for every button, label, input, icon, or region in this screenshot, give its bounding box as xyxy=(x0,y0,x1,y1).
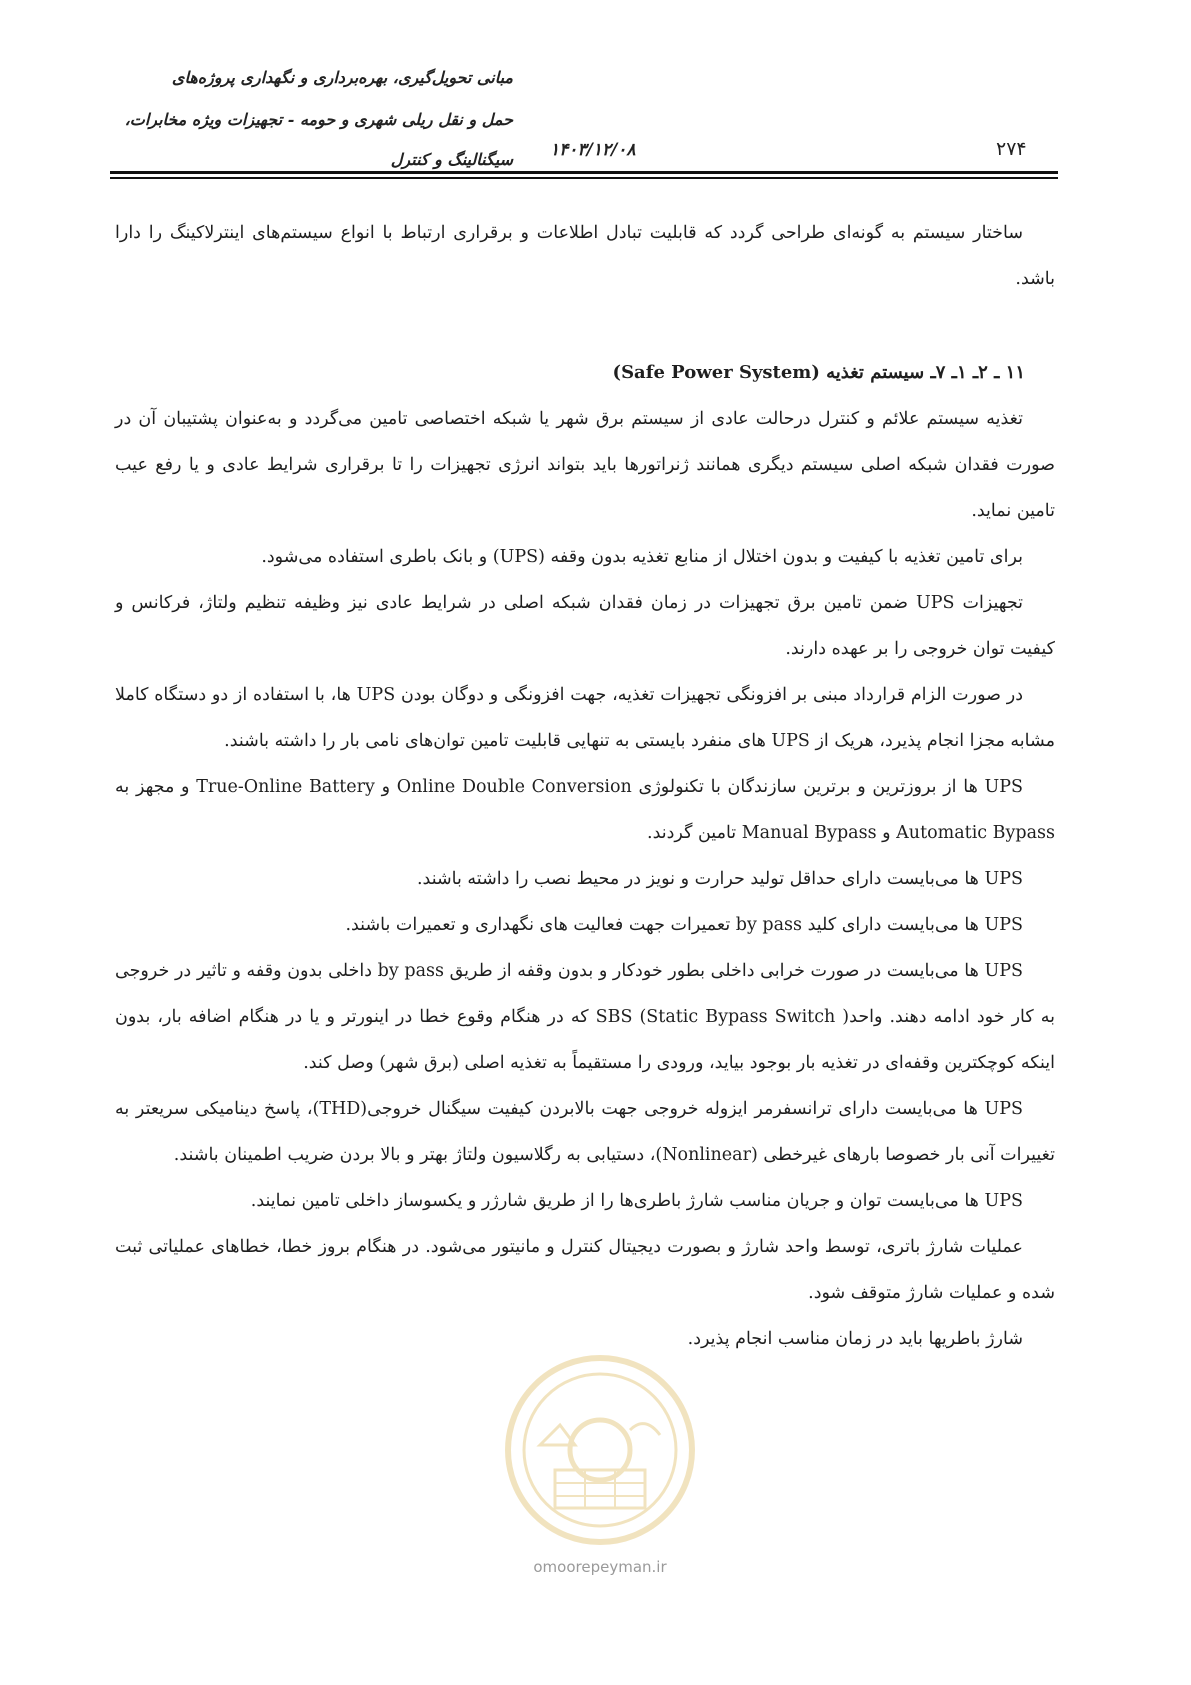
watermark-text: omoorepeyman.ir xyxy=(533,1558,667,1576)
paragraph: UPS ها می‌بایست توان و جریان مناسب شارژ باطری‌ها را از طریق شارژر و یکسوساز داخلی تامین نمایند. xyxy=(250,1191,1023,1211)
paragraph: تجهیزات UPS ضمن تامین برق تجهیزات در زمان فقدان شبکه اصلی در شرایط عادی نیز وظیفه تنظیم ولتاژ، فرکانس و کیفیت توان خروجی را بر عهده دارند. xyxy=(115,593,1055,659)
paragraph: شارژ باطریها باید در زمان مناسب انجام پذیرد. xyxy=(687,1329,1023,1349)
section-heading: ۱۱ ـ ۲ـ ۱ـ ۷ـ سیستم تغذیه (Safe Power System) xyxy=(612,362,1025,383)
paragraph: در صورت الزام قرارداد مبنی بر افزونگی تجهیزات تغذیه، جهت افزونگی و دوگان بودن UPS ها، با استفاده از دو دستگاه کاملا مشابه مجزا انجام پذیرد، هریک از UPS های منفرد بایستی به تنهایی قابلیت تامین توان‌های نامی بار را داشته باشند. xyxy=(115,685,1055,751)
paragraph: UPS ها می‌بایست دارای حداقل تولید حرارت و نویز در محیط نصب را داشته باشند. xyxy=(416,869,1023,889)
paragraph: UPS ها می‌بایست دارای کلید by pass تعمیرات جهت فعالیت های نگهداری و تعمیرات باشند. xyxy=(345,915,1023,935)
document-body xyxy=(115,210,1055,1362)
header-title-line-2: حمل و نقل ریلی شهری و حومه - تجهیزات ویژه مخابرات، xyxy=(124,110,513,129)
page-number: ۲۷۴ xyxy=(996,138,1027,160)
paragraph-intro: ساختار سیستم به گونه‌ای طراحی گردد که قابلیت تبادل اطلاعات و برقراری ارتباط با انواع سیستم‌های اینترلاکینگ را دارا باشد. xyxy=(115,223,1055,289)
paragraph: عملیات شارژ باتری، توسط واحد شارژ و بصورت دیجیتال کنترل و مانیتور می‌شود. در هنگام بروز خطا، خطاهای عملیاتی ثبت شده و عملیات شارژ متوقف شود. xyxy=(115,1237,1055,1303)
header-title-line-3: سیگنالینگ و کنترل xyxy=(390,150,513,169)
paragraph: UPS ها از بروزترین و برترین سازندگان با تکنولوژی Online Double Conversion و True-Online Battery و مجهز به Automatic Bypass و Manual Bypass تامین گردند. xyxy=(115,777,1055,843)
header-title-line-1: مبانی تحویل‌گیری، بهره‌برداری و نگهداری پروژه‌های xyxy=(171,68,513,87)
header-date: ۱۴۰۳/۱۲/۰۸ xyxy=(550,140,636,160)
seal-logo-icon xyxy=(500,1350,700,1550)
paragraph: برای تامین تغذیه با کیفیت و بدون اختلال از منابع تغذیه بدون وقفه (UPS) و بانک باطری استفاده می‌شود. xyxy=(261,547,1023,567)
header-rule-thin xyxy=(110,177,1058,179)
paragraph: UPS ها می‌بایست در صورت خرابی داخلی بطور خودکار و بدون وقفه از طریق by pass داخلی بدون وقفه و تاثیر در خروجی به کار خود ادامه دهند. واحد( SBS (Static Bypass Switch که در هنگام وقوع خطا در اینورتر و یا در هنگام اضافه بار، بدون اینکه کوچکترین وقفه‌ای در تغذیه بار بوجود بیاید، ورودی را مستقیماً به تغذیه اصلی (برق شهر) وصل کند. xyxy=(115,961,1055,1073)
header-rule-thick xyxy=(110,171,1058,174)
paragraph: UPS ها می‌بایست دارای ترانسفرمر ایزوله خروجی جهت بالابردن کیفیت سیگنال خروجی(THD)، پاسخ دینامیکی سریعتر به تغییرات آنی بار خصوصا بارهای غیرخطی (Nonlinear)، دستیابی به رگلاسیون ولتاژ بهتر و بالا بردن ضریب اطمینان باشند. xyxy=(115,1099,1055,1165)
paragraph: تغذیه سیستم علائم و کنترل درحالت عادی از سیستم برق شهر یا شبکه اختصاصی تامین می‌گردد و به‌عنوان پشتیبان آن در صورت فقدان شبکه اصلی سیستم دیگری همانند ژنراتورها باید بتواند انرژی تجهیزات را تا برقراری شرایط عادی و یا رفع عیب تامین نماید. xyxy=(115,409,1055,521)
